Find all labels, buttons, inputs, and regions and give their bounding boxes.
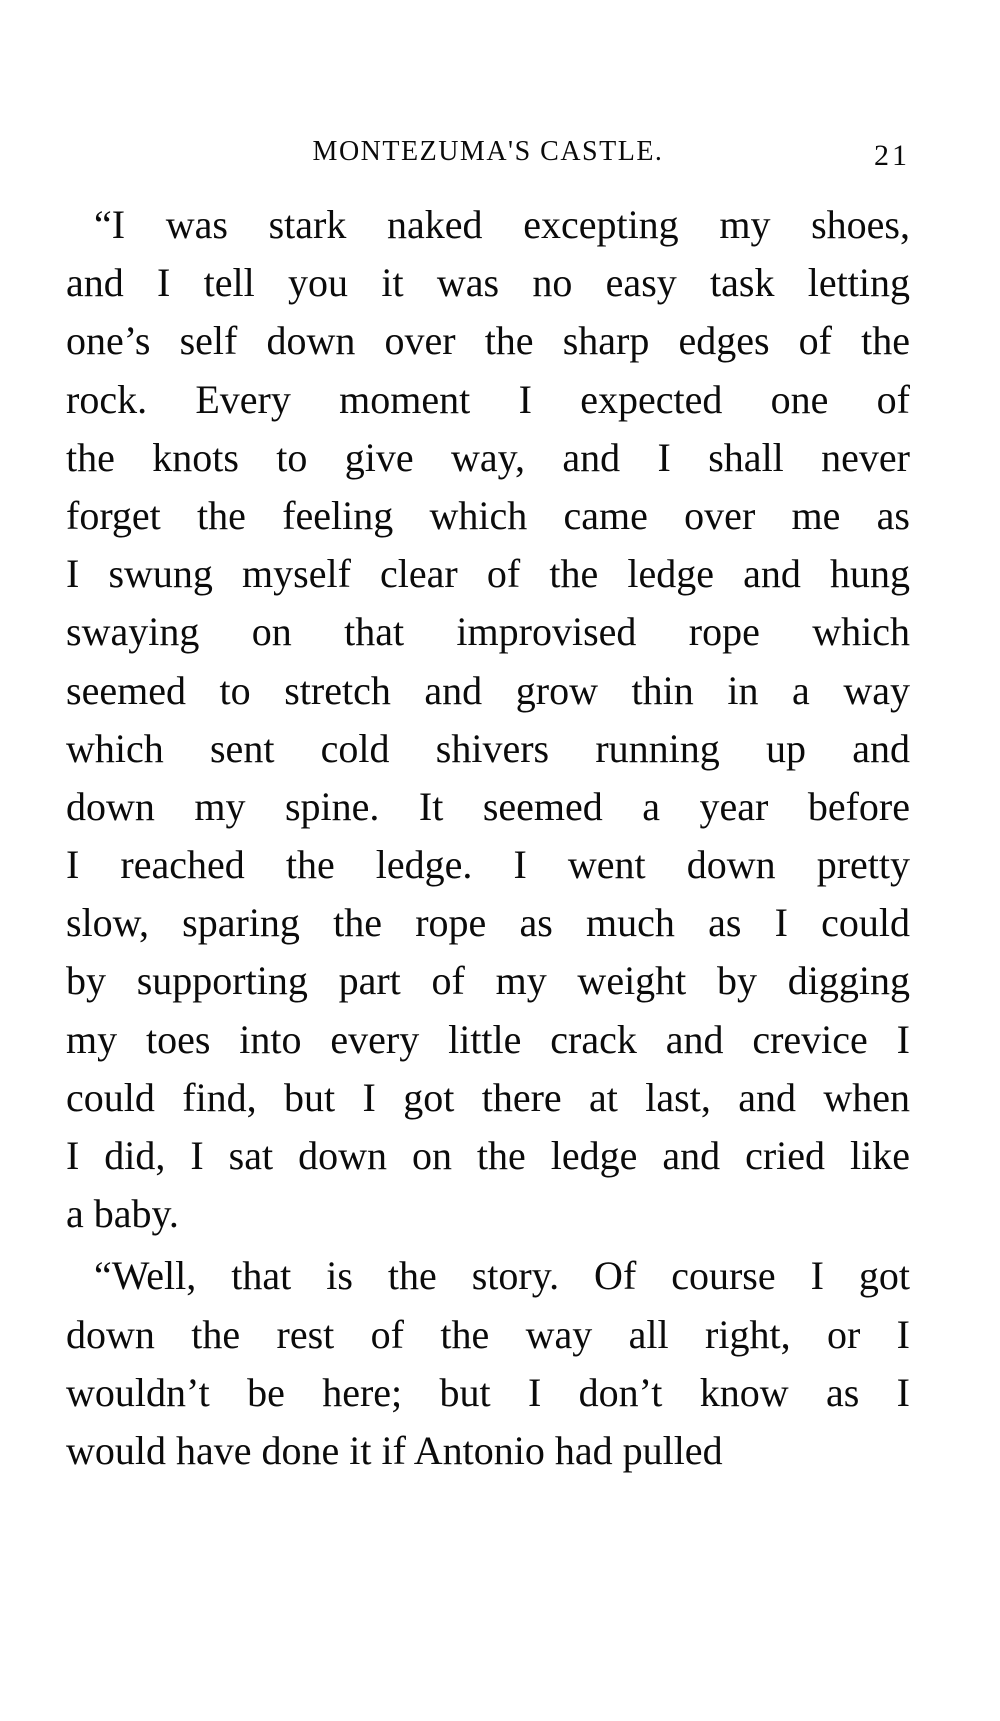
text-line: wouldn’t be here; but I don’t know as I	[66, 1369, 910, 1415]
text-line: and I tell you it was no easy task letting	[66, 260, 910, 306]
text-line: which sent cold shivers running up and	[66, 725, 910, 771]
text-line: forget the feeling which came over me as	[66, 492, 910, 538]
text-line: could find, but I got there at last, and when	[66, 1074, 910, 1120]
text-line: the knots to give way, and I shall never	[66, 434, 910, 480]
text-line: slow, sparing the rope as much as I could	[66, 900, 910, 946]
text-line: by supporting part of my weight by digging	[66, 958, 910, 1004]
text-line: I did, I sat down on the ledge and cried like	[66, 1133, 910, 1178]
text-line: would have done it if Antonio had pulled	[66, 1427, 723, 1473]
text-line: down the rest of the way all right, or I	[66, 1311, 910, 1357]
body-text	[66, 196, 910, 1480]
text-line: my toes into every little crack and crevice I	[66, 1016, 910, 1062]
text-line: “Well, that is the story. Of course I got	[94, 1253, 910, 1299]
running-head	[66, 132, 910, 172]
text-line: rock. Every moment I expected one of	[66, 376, 910, 422]
running-title: MONTEZUMA'S CASTLE.	[312, 136, 664, 167]
text-line: seemed to stretch and grow thin in a way	[66, 667, 910, 713]
text-line: down my spine. It seemed a year before	[66, 783, 910, 829]
text-line: one’s self down over the sharp edges of the	[66, 318, 910, 364]
page-number: 21	[874, 139, 910, 172]
paragraph	[66, 1247, 910, 1480]
paragraph	[66, 196, 910, 1243]
text-line: swaying on that improvised rope which	[66, 609, 910, 655]
text-line: I reached the ledge. I went down pretty	[66, 842, 910, 888]
text-line: I swung myself clear of the ledge and hung	[66, 551, 910, 597]
text-line: “I was stark naked excepting my shoes,	[94, 202, 910, 247]
text-line: a baby.	[66, 1191, 179, 1237]
